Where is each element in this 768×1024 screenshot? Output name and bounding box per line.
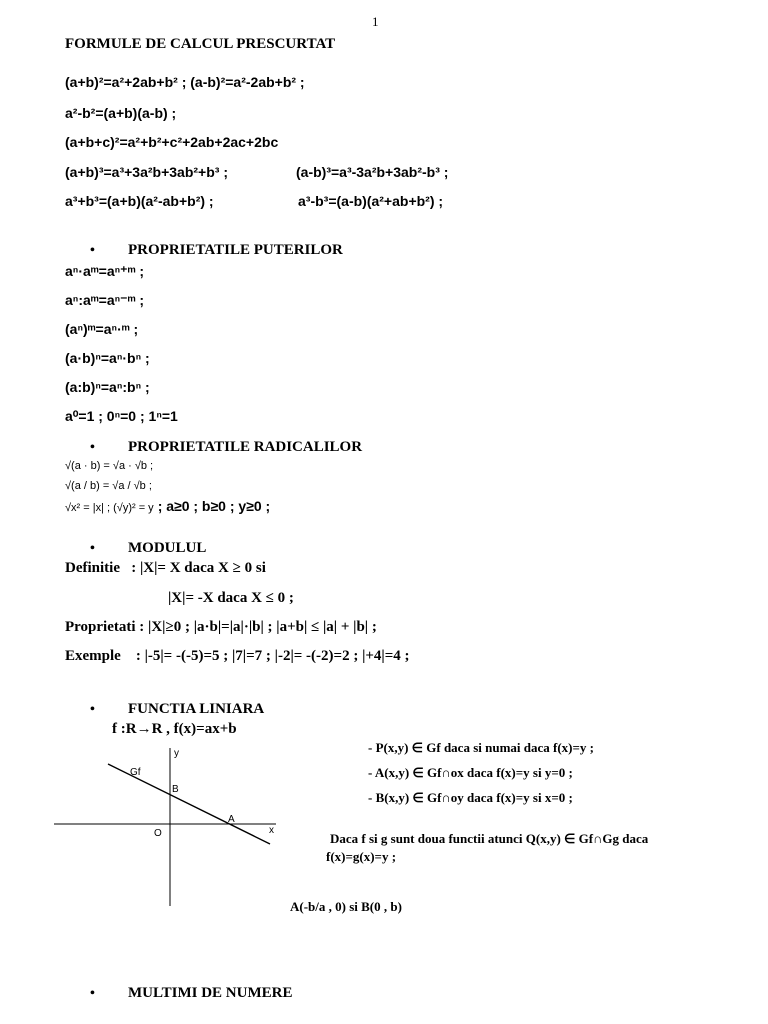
bullet-icon: • — [90, 243, 95, 258]
power-rule-quotient: aⁿ:aᵐ=aⁿ⁻ᵐ ; — [65, 292, 145, 308]
y-axis-label: y — [174, 748, 179, 759]
modulus-examples: Exemple : |-5|= -(-5)=5 ; |7|=7 ; |-2|= -(-2)=2 ; |+4|=4 ; — [65, 648, 410, 664]
linear-function-definition: f :R→R , f(x)=ax+b — [112, 721, 237, 737]
formula-square-sum-diff: (a+b)²=a²+2ab+b² ; (a-b)²=a²-2ab+b² ; — [65, 74, 305, 90]
origin-label: O — [154, 828, 162, 839]
linear-function-graph — [40, 740, 290, 920]
linear-condition-intersection-ox: - A(x,y) ∈ Gf∩ox daca f(x)=y si y=0 ; — [368, 765, 573, 780]
linear-graph-intersection-line1: Daca f si g sunt doua functii atunci Q(x,y) ∈ Gf∩Gg daca — [330, 831, 649, 846]
formula-sum-of-cubes: a³+b³=(a+b)(a²-ab+b²) ; — [65, 193, 214, 209]
formula-cube-sum: (a+b)³=a³+3a²b+3ab²+b³ ; — [65, 164, 228, 180]
bullet-icon: • — [90, 702, 95, 717]
linear-condition-point-on-graph: - P(x,y) ∈ Gf daca si numai daca f(x)=y ; — [368, 740, 594, 755]
page-number: 1 — [372, 14, 379, 29]
page-title: FORMULE DE CALCUL PRESCURTAT — [65, 36, 336, 52]
modulus-definition-line1: Definitie : |X|= X daca X ≥ 0 si — [65, 560, 266, 576]
x-axis-label: x — [269, 825, 274, 836]
formula-diff-of-cubes: a³-b³=(a-b)(a²+ab+b²) ; — [298, 193, 444, 209]
modulus-properties: Proprietati : |X|≥0 ; |a·b|=|a|·|b| ; |a+b| ≤ |a| + |b| ; — [65, 619, 377, 635]
power-rule-special-values: a⁰=1 ; 0ⁿ=0 ; 1ⁿ=1 — [65, 408, 178, 424]
linear-intercept-points: A(-b/a , 0) si B(0 , b) — [290, 899, 402, 914]
point-a-label: A — [228, 814, 235, 825]
linear-graph-intersection-line2: f(x)=g(x)=y ; — [326, 849, 397, 864]
power-rule-product-power: (a·b)ⁿ=aⁿ·bⁿ ; — [65, 350, 150, 366]
radical-rule-quotient: √(a / b) = √a / √b ; — [65, 480, 152, 492]
point-b-label: B — [172, 784, 179, 795]
power-rule-quotient-power: (a:b)ⁿ=aⁿ:bⁿ ; — [65, 379, 150, 395]
radical-rule-product: √(a · b) = √a · √b ; — [65, 460, 154, 472]
section-heading-radicals: • PROPRIETATILE RADICALILOR — [90, 439, 363, 455]
linear-condition-intersection-oy: - B(x,y) ∈ Gf∩oy daca f(x)=y si x=0 ; — [368, 790, 573, 805]
bullet-icon: • — [90, 440, 95, 455]
section-heading-number-sets: • MULTIMI DE NUMERE — [90, 985, 293, 1001]
modulus-definition-line2: |X|= -X daca X ≤ 0 ; — [168, 590, 294, 606]
section-heading-linear-function: • FUNCTIA LINIARA — [90, 701, 265, 717]
power-rule-power: (aⁿ)ᵐ=aⁿ·ᵐ ; — [65, 321, 139, 337]
section-heading-modulus: • MODULUL — [90, 540, 207, 556]
bullet-icon: • — [90, 541, 95, 556]
radical-rule-square: √x² = |x| ; (√y)² = y ; a≥0 ; b≥0 ; y≥0 ; — [65, 498, 271, 514]
graph-label: Gf — [130, 767, 141, 778]
formula-difference-of-squares: a²-b²=(a+b)(a-b) ; — [65, 105, 177, 121]
formula-trinomial-square: (a+b+c)²=a²+b²+c²+2ab+2ac+2bc — [65, 134, 279, 150]
bullet-icon: • — [90, 986, 95, 1001]
formula-cube-diff: (a-b)³=a³-3a²b+3ab²-b³ ; — [296, 164, 449, 180]
power-rule-product: aⁿ·aᵐ=aⁿ⁺ᵐ ; — [65, 263, 145, 279]
section-heading-powers: • PROPRIETATILE PUTERILOR — [90, 242, 343, 258]
